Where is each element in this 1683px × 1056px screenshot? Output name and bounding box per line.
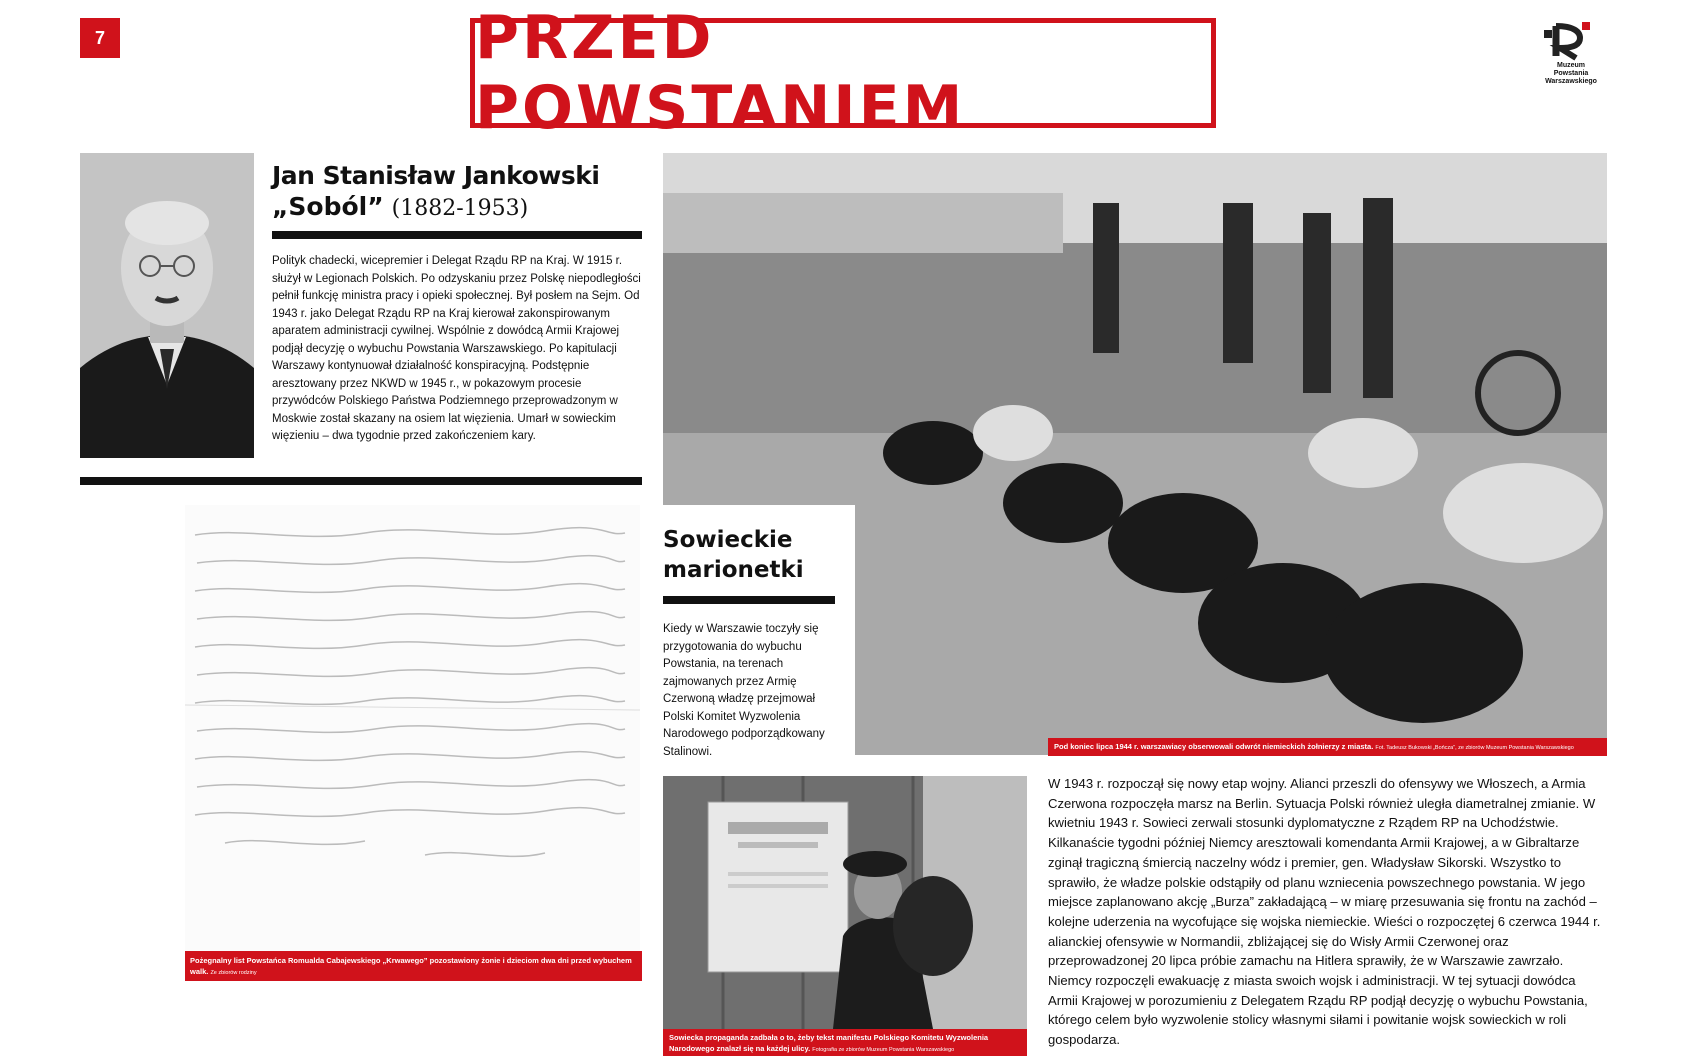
letter-caption xyxy=(185,951,642,981)
soviet-title-line-1: Sowieckie xyxy=(663,527,793,553)
poster-caption xyxy=(663,1029,1027,1056)
soviet-section-title xyxy=(663,525,804,585)
letter-caption-source: Ze zbiorów rodziny xyxy=(210,970,257,976)
poster-photo xyxy=(663,776,1027,1029)
portrait-illustration xyxy=(80,153,254,458)
handwritten-letter-illustration xyxy=(185,505,640,951)
page-number: 7 xyxy=(80,18,120,58)
bio-nickname-years xyxy=(272,191,528,224)
letter-caption-text: Pożegnalny list Powstańca Romualda Cabajewskiego „Krwawego” pozostawiony żonie i dzieciom dwa dni przed wybuchem walk. xyxy=(190,956,632,976)
logo-line-2: Powstania xyxy=(1553,70,1589,77)
soviet-title-line-2: marionetki xyxy=(663,557,804,583)
logo-line-3: Warszawskiego xyxy=(1545,78,1597,85)
bio-years: (1882-1953) xyxy=(391,196,529,221)
logo-line-1: Muzeum xyxy=(1557,62,1585,69)
divider-bar xyxy=(80,477,642,485)
museum-logo-text xyxy=(1530,62,1612,86)
bio-text: Polityk chadecki, wicepremier i Delegat Rządu RP na Kraj. W 1915 r. służył w Legionach Polskich. Po odzyskaniu przez Polskę niepodległości pełnił funkcję ministra pracy i opieki społecznej. Był posłem na Sejm. Od 1943 r. jako Delegat Rządu RP na Kraj kierował zakonspirowanym aparatem administracji cywilnej. Wspólnie z dowódcą Armii Krajowej podjął decyzję o wybuchu Powstania Warszawskiego. Po kapitulacji Warszawy kontynuował działalność konspiracyjną. Podstępnie aresztowany przez NKWD w 1945 r., w pokazowym procesie przywódców Polskiego Państwa Podziemnego przeprowadzonym w Moskwie został skazany na osiem lat więzienia. Umarł w sowieckim więzieniu – dwa tygodnie przed zakończeniem kary. xyxy=(272,255,641,442)
poster-caption-text: Sowiecka propaganda zadbała o to, żeby tekst manifestu Polskiego Komitetu Wyzwolenia Narodowego znalazł się na każdej ulicy. xyxy=(669,1033,989,1053)
letter-photo xyxy=(185,505,640,951)
poster-caption-source: Fotografia ze zbiorów Muzeum Powstania Warszawskiego xyxy=(812,1047,955,1053)
sheep-caption xyxy=(1048,738,1607,756)
divider-bar xyxy=(272,231,642,239)
portrait-photo xyxy=(80,153,254,458)
bio-nickname: „Soból” xyxy=(272,192,384,221)
main-article-text: W 1943 r. rozpoczął się nowy etap wojny. Alianci przeszli do ofensywy we Włoszech, a Armia Czerwona rozpoczęła marsz na Berlin. Sytuacja Polski również uległa diametralnej zmianie. W kwietniu 1943 r. Sowieci zerwali stosunki dyplomatyczne z Rządem RP na Uchodźstwie. Kilkanaście tygodni później Niemcy aresztowali komendanta Armii Krajowej, a w Gibraltarze zginął tragiczną śmiercią naczelny wódz i premier, gen. Władysław Sikorski. Wszystko to sprawiło, że władze polskie odstąpiły od planu wzniecenia powszechnego powstania. W jego miejsce zaplanowano akcję „Burza” zakładającą – w miarę przesuwania się frontu na zachód – kolejne uderzenia na wycofujące się wojska niemieckie. Wieści o rozpoczętej 6 czerwca 1944 r. alianckiej ofensywie w Normandii, zbliżającej się do Wisły Armii Czerwonej oraz przeprowadzonej 20 lipca próbie zamachu na Hitlera sprawiły, że w Warszawie zawrzało. Niemcy rozpoczęli ewakuację z miasta swoich wojsk i administracji. W tej sytuacji dowódca Armii Krajowej w porozumieniu z Delegatem Rządu RP podjął decyzję o wybuchu Powstania, którego celem było wyzwolenie stolicy własnymi siłami i powitanie wojsk sowieckich w roli gospodarza. xyxy=(1048,776,1601,1048)
page-title: PRZED POWSTANIEM xyxy=(475,3,966,143)
title-box xyxy=(470,3,1216,143)
divider-bar xyxy=(663,596,835,604)
sheep-caption-source: Fot. Tadeusz Bukowski „Bończa”, ze zbiorów Muzeum Powstania Warszawskiego xyxy=(1375,745,1574,751)
bio-name: Jan Stanisław Jankowski xyxy=(272,161,600,190)
sheep-caption-text: Pod koniec lipca 1944 r. warszawiacy obserwowali odwrót niemieckich żołnierzy z miasta. xyxy=(1054,742,1374,751)
poster-street-illustration xyxy=(663,776,1027,1029)
soviet-section-text: Kiedy w Warszawie toczyły się przygotowania do wybuchu Powstania, na terenach zajmowanych przez Armię Czerwoną władzę przejmował Polski Komitet Wyzwolenia Narodowego podporządkowany Stalinowi. xyxy=(663,623,825,758)
